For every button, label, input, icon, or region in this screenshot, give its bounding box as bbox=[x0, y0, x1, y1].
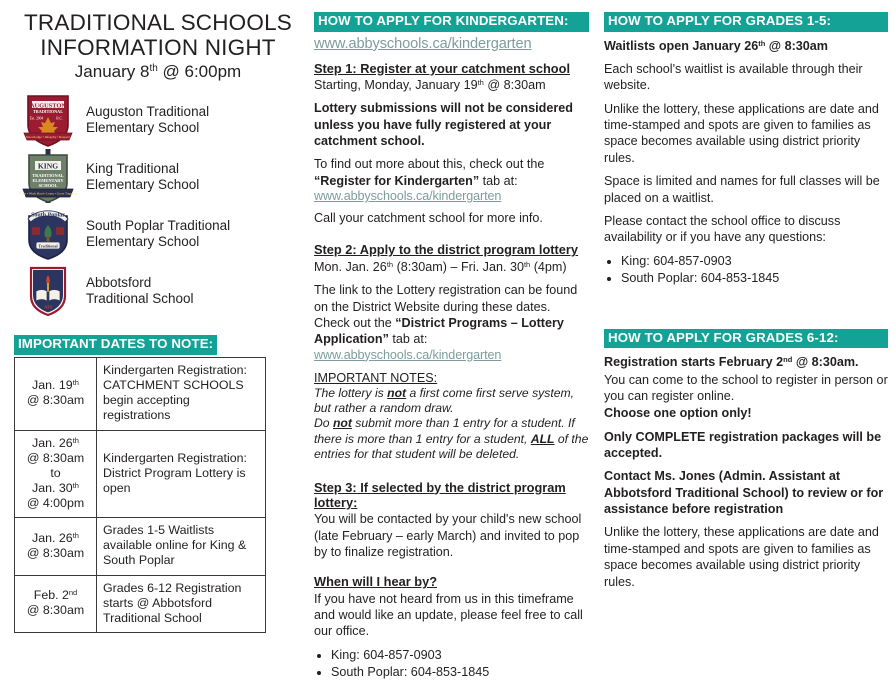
grades612-complete-packages: Only COMPLETE registration packages will be accepted. bbox=[604, 429, 882, 460]
important-dates-header: IMPORTANT DATES TO NOTE: bbox=[14, 335, 217, 355]
date-line: @ 8:30am bbox=[26, 603, 85, 618]
date-line bbox=[21, 378, 90, 393]
kindergarten-url-link[interactable]: www.abbyschools.ca/kindergarten bbox=[314, 35, 532, 52]
svg-text:Faith • Work Hard • Learn • Gr: Faith • Work Hard • Learn • Grow Together bbox=[19, 191, 77, 196]
date-line: @ 4:00pm bbox=[26, 496, 85, 510]
table-row bbox=[15, 575, 266, 632]
step2-end-time: (4pm) bbox=[530, 259, 567, 274]
registration-start-line bbox=[604, 354, 888, 370]
table-row bbox=[15, 430, 266, 518]
date-line: @ 8:30am bbox=[26, 545, 85, 560]
step2-end-ordinal: th bbox=[523, 259, 531, 269]
step2-dates bbox=[314, 259, 589, 275]
date-line: @ 8:30am bbox=[26, 450, 85, 465]
right-column bbox=[604, 12, 888, 590]
note1-emphasis: not bbox=[387, 385, 407, 400]
kindergarten-header: HOW TO APPLY FOR KINDERGARTEN: bbox=[314, 12, 589, 32]
step1-heading: Step 1: Register at your catchment school bbox=[314, 60, 571, 76]
step1-tab-name: “Register for Kindergarten” bbox=[314, 173, 480, 188]
grades15-paragraph-3: Space is limited and names for full classes will be placed on a waitlist. bbox=[604, 174, 880, 205]
important-notes-heading: IMPORTANT NOTES: bbox=[314, 370, 438, 385]
date-description: Grades 6-12 Registration starts @ Abbotsford Traditional School bbox=[97, 575, 266, 632]
step2-tab-name: “District Programs – Lottery Application” bbox=[314, 315, 564, 347]
when-hear-paragraph: If you have not heard from us in this timeframe and would like an update, please feel free to call our office. bbox=[314, 591, 583, 639]
title-subtitle bbox=[14, 62, 302, 82]
list-item: • South Poplar: 604-853-1845 bbox=[621, 270, 888, 287]
date-cell bbox=[15, 358, 97, 431]
school-list-item bbox=[14, 206, 302, 262]
date-ordinal: th bbox=[72, 378, 79, 388]
grades15-phone-list bbox=[604, 253, 888, 287]
registration-date: Registration starts February 2 bbox=[604, 355, 784, 370]
step1-subline bbox=[314, 77, 589, 93]
south-poplar-crest-logo bbox=[14, 206, 82, 262]
svg-text:TRADITIONAL: TRADITIONAL bbox=[32, 109, 64, 115]
note1-post: a first come first serve system, but rather a random draw. bbox=[314, 385, 575, 415]
svg-text:Est. 2004: Est. 2004 bbox=[29, 116, 44, 121]
step1-more-info bbox=[314, 156, 589, 189]
mid-phone-list bbox=[314, 647, 589, 681]
school-name-line-1: Auguston Traditional bbox=[86, 104, 210, 120]
waitlist-ordinal: th bbox=[758, 38, 766, 48]
step1-info-post: tab at: bbox=[479, 173, 518, 188]
step1-ordinal: th bbox=[477, 77, 484, 87]
date-ordinal: th bbox=[72, 530, 79, 540]
left-column bbox=[14, 10, 302, 633]
note2-pre: Do bbox=[314, 416, 333, 431]
subtitle-ordinal: th bbox=[149, 63, 158, 75]
school-name bbox=[82, 218, 230, 250]
step1-time: @ 8:30am bbox=[483, 77, 546, 92]
school-name bbox=[82, 161, 199, 193]
grades612-paragraph-2: Unlike the lottery, these applications are date and time-stamped and spots are given to families as space becomes available using district priority rules. bbox=[604, 525, 879, 589]
date-line: @ 8:30am bbox=[26, 393, 85, 408]
table-row bbox=[15, 518, 266, 575]
auguston-crest-logo bbox=[14, 92, 82, 148]
important-dates-section bbox=[14, 335, 302, 633]
waitlist-open-line bbox=[604, 38, 888, 54]
school-name-line-1: King Traditional bbox=[86, 161, 180, 177]
step2-date-end: (8:30am) – Fri. Jan. 30 bbox=[393, 259, 524, 274]
step2-heading: Step 2: Apply to the district program lottery bbox=[314, 242, 579, 258]
school-list bbox=[14, 92, 302, 319]
school-list-item bbox=[14, 92, 302, 148]
date-line bbox=[21, 588, 90, 603]
date-cell bbox=[15, 430, 97, 518]
grades-6-12-section bbox=[604, 329, 888, 590]
step1-info-pre: To find out more about this, check out the bbox=[314, 157, 545, 172]
svg-text:AUGUSTON: AUGUSTON bbox=[29, 102, 67, 110]
step2-post: tab at: bbox=[388, 332, 428, 347]
waitlist-time: @ 8:30am bbox=[765, 38, 828, 53]
school-name bbox=[82, 275, 194, 307]
page-title bbox=[14, 10, 302, 82]
king-crest-logo bbox=[14, 149, 82, 205]
table-row bbox=[15, 358, 266, 431]
date-description: Kindergarten Registration: CATCHMENT SCHOOLS begin accepting registrations bbox=[97, 358, 266, 431]
waitlist-date: Waitlists open January 26 bbox=[604, 38, 759, 53]
step1-url-link[interactable]: www.abbyschools.ca/kindergarten bbox=[314, 189, 502, 204]
date-text: Jan. 19 bbox=[32, 378, 73, 393]
step3-heading: Step 3: If selected by the district program lottery: bbox=[314, 479, 566, 510]
date-ordinal: nd bbox=[68, 588, 78, 598]
date-cell bbox=[15, 518, 97, 575]
note-single-entry bbox=[314, 416, 589, 462]
grades612-contact-note: Contact Ms. Jones (Admin. Assistant at Abbotsford Traditional School) to review or for assistance before registration bbox=[604, 469, 884, 517]
grades15-paragraph-4: Please contact the school office to discuss availability or if you have any questions: bbox=[604, 213, 841, 245]
svg-text:TRADITIONAL: TRADITIONAL bbox=[32, 173, 64, 179]
svg-text:South Poplar: South Poplar bbox=[31, 212, 65, 219]
svg-text:Traditional: Traditional bbox=[38, 243, 58, 249]
school-name-line-2: Elementary School bbox=[86, 177, 200, 193]
important-dates-table bbox=[14, 357, 266, 633]
middle-column bbox=[314, 12, 589, 681]
date-text: Jan. 30 bbox=[32, 480, 73, 495]
grades-1-5-header: HOW TO APPLY FOR GRADES 1-5: bbox=[604, 12, 888, 32]
date-description: Grades 1-5 Waitlists available online for King & South Poplar bbox=[97, 518, 266, 575]
list-item: • South Poplar: 604-853-1845 bbox=[331, 664, 589, 681]
svg-text:ATS: ATS bbox=[44, 304, 52, 310]
step2-url-link[interactable]: www.abbyschools.ca/kindergarten bbox=[314, 347, 502, 362]
school-name-line-1: South Poplar Traditional bbox=[86, 218, 231, 234]
grades15-paragraph-2: Unlike the lottery, these applications are date and time-stamped and spots are given to families as space becomes available using district priority rules. bbox=[604, 101, 879, 165]
date-line bbox=[21, 531, 90, 546]
note2-emphasis-all: ALL bbox=[530, 431, 555, 446]
step1-date: Starting, Monday, January 19 bbox=[314, 77, 478, 92]
note-lottery-random bbox=[314, 386, 589, 417]
svg-text:ELEMENTARY: ELEMENTARY bbox=[32, 178, 64, 184]
abbotsford-traditional-crest-logo bbox=[14, 263, 82, 319]
title-line-2: INFORMATION NIGHT bbox=[40, 35, 276, 61]
registration-ordinal: nd bbox=[783, 355, 793, 365]
step3-paragraph: You will be contacted by your child's new school (late February – early March) and invited to pop by to finalize registration. bbox=[314, 512, 582, 559]
date-text: Jan. 26 bbox=[32, 530, 73, 545]
school-name-line-2: Traditional School bbox=[86, 291, 194, 307]
date-description: Kindergarten Registration: District Program Lottery is open bbox=[97, 430, 266, 518]
list-item: • King: 604-857-0903 bbox=[621, 253, 888, 270]
date-cell bbox=[15, 575, 97, 632]
svg-text:B.C.: B.C. bbox=[56, 116, 63, 121]
school-name-line-1: Abbotsford bbox=[86, 275, 152, 291]
step2-paragraph bbox=[314, 282, 589, 347]
school-name-line-2: Elementary School bbox=[86, 234, 200, 250]
step1-bold-note: Lottery submissions will not be considered unless you have fully registered at your catchment school. bbox=[314, 101, 573, 149]
date-ordinal: th bbox=[72, 435, 79, 445]
date-text: Jan. 26 bbox=[32, 435, 73, 450]
svg-text:KING: KING bbox=[37, 161, 59, 171]
registration-time: @ 8:30am. bbox=[792, 355, 859, 370]
grades612-choose-one: Choose one option only! bbox=[604, 406, 752, 421]
date-text: Feb. 2 bbox=[33, 588, 69, 603]
step1-call-note: Call your catchment school for more info. bbox=[314, 211, 543, 226]
subtitle-date: January 8 bbox=[74, 62, 150, 82]
date-line: to bbox=[50, 465, 61, 480]
svg-text:Knowledge • Integrity • Respec: Knowledge • Integrity • Respect bbox=[26, 135, 70, 140]
date-ordinal: th bbox=[72, 480, 79, 490]
school-name bbox=[82, 104, 209, 136]
step2-pre: The link to the Lottery registration can be found on the District Website during these dates. Check out the bbox=[314, 283, 578, 330]
grades612-paragraph-1: You can come to the school to register in person or you can register online. bbox=[604, 372, 888, 403]
note2-post: of the entries for that student will be deleted. bbox=[314, 431, 589, 462]
date-line bbox=[21, 481, 90, 496]
grades15-paragraph-1: Each school's waitlist is available through their website. bbox=[604, 61, 863, 93]
step2-start-ordinal: th bbox=[386, 259, 394, 269]
step2-date-start: Mon. Jan. 26 bbox=[314, 259, 387, 274]
subtitle-time: @ 6:00pm bbox=[157, 62, 242, 82]
school-name-line-2: Elementary School bbox=[86, 120, 200, 136]
title-line-1: TRADITIONAL SCHOOLS bbox=[23, 10, 292, 35]
grades-6-12-header: HOW TO APPLY FOR GRADES 6-12: bbox=[604, 329, 888, 349]
school-list-item bbox=[14, 149, 302, 205]
note1-pre: The lottery is bbox=[314, 385, 388, 400]
note2-emphasis-not: not bbox=[332, 416, 352, 431]
list-item: • King: 604-857-0903 bbox=[331, 647, 589, 664]
when-hear-heading: When will I hear by? bbox=[314, 574, 438, 590]
date-line bbox=[21, 436, 90, 451]
note2-mid: submit more than 1 entry for a student. If there is more than 1 entry for a student, bbox=[314, 416, 575, 446]
school-list-item bbox=[14, 263, 302, 319]
svg-text:SCHOOL: SCHOOL bbox=[38, 183, 58, 189]
